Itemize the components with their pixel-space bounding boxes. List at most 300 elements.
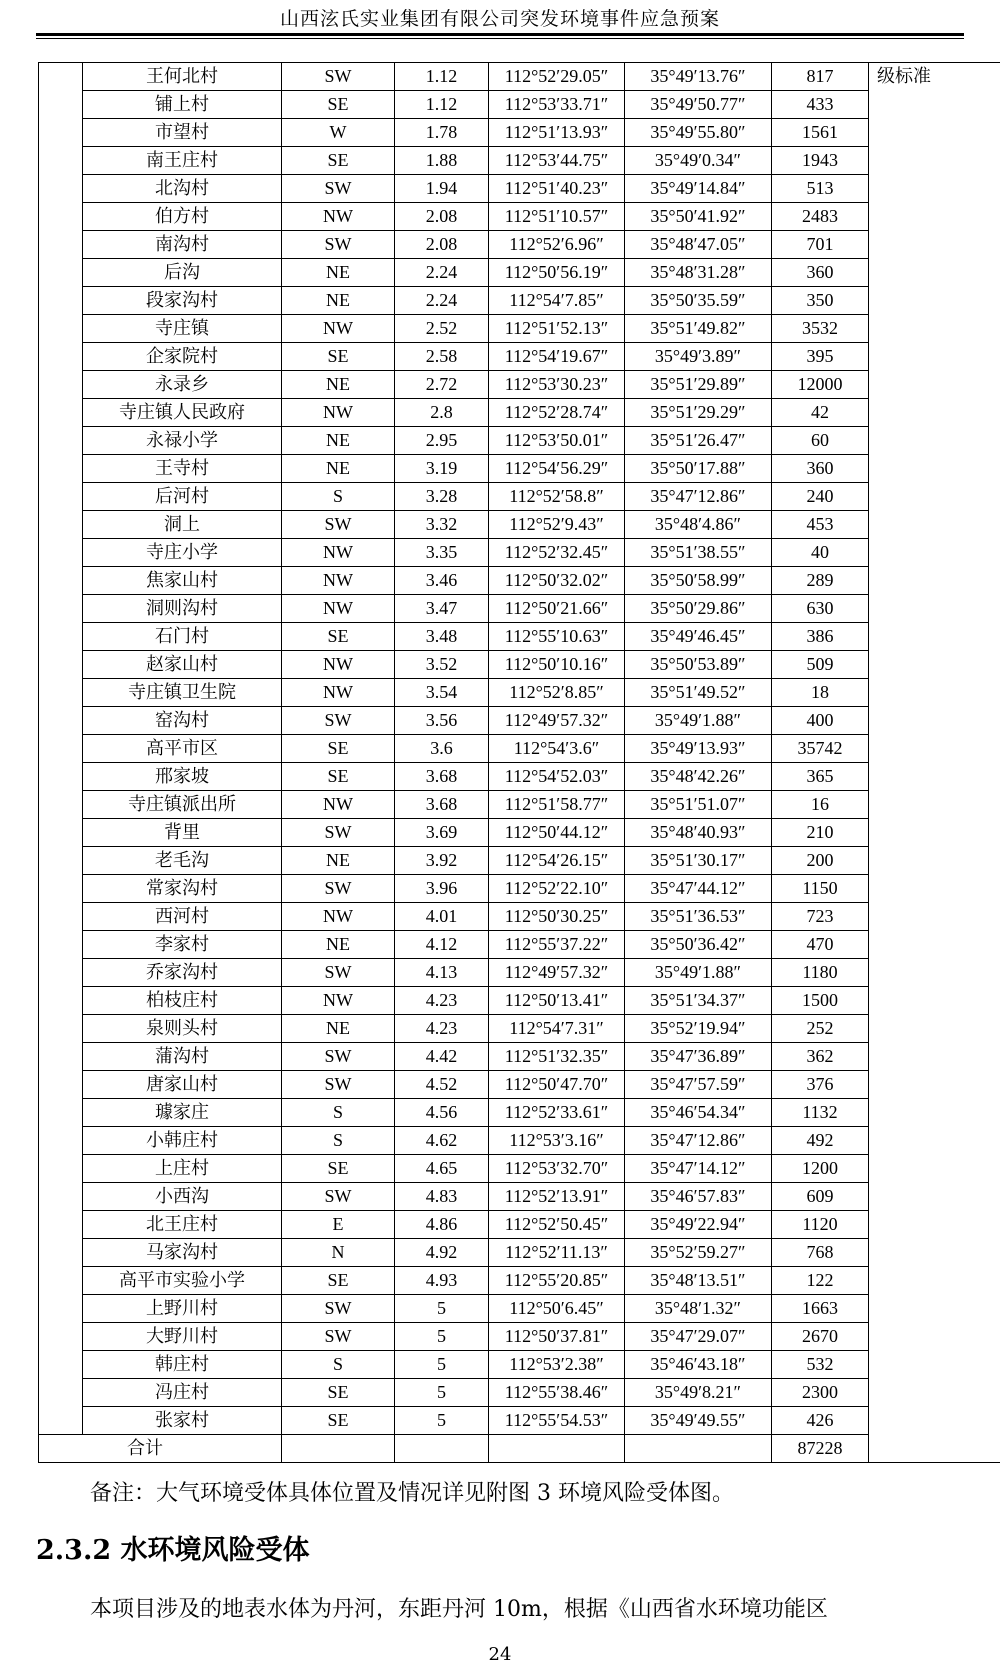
table-cell: 王寺村 [83,455,282,483]
table-cell: 112°52′28.74″ [489,399,625,427]
table-cell: 市望村 [83,119,282,147]
table-cell: 3.32 [395,511,489,539]
table-cell: W [282,119,395,147]
table-cell: 200 [772,847,869,875]
table-cell: 3.92 [395,847,489,875]
table-cell: 4.86 [395,1211,489,1239]
table-cell: SE [282,1407,395,1435]
table-cell: 112°51′32.35″ [489,1043,625,1071]
table-cell: NW [282,651,395,679]
table-cell: SW [282,63,395,91]
table-cell: 112°50′21.66″ [489,595,625,623]
table-cell: 3.69 [395,819,489,847]
table-cell: 35°50′36.42″ [625,931,772,959]
table-cell: 35°47′57.59″ [625,1071,772,1099]
table-cell: SE [282,1155,395,1183]
body-paragraph: 本项目涉及的地表水体为丹河，东距丹河 10m，根据《山西省水环境功能区 [90,1597,828,1622]
table-cell: 西河村 [83,903,282,931]
table-cell: 35°51′30.17″ [625,847,772,875]
table-cell: 冯庄村 [83,1379,282,1407]
table-row [39,483,1000,511]
table-cell: N [282,1239,395,1267]
table-cell: 4.13 [395,959,489,987]
table-cell: 1.12 [395,91,489,119]
table-cell: 723 [772,903,869,931]
table-cell: 433 [772,91,869,119]
table-cell: 112°52′11.13″ [489,1239,625,1267]
table-cell: 3.68 [395,791,489,819]
table-cell: NE [282,931,395,959]
table-cell: 4.65 [395,1155,489,1183]
table-cell: 35°49′13.93″ [625,735,772,763]
table-row [39,1183,1000,1211]
table-cell: NW [282,987,395,1015]
table-cell: 李家村 [83,931,282,959]
category-cell [39,63,83,1435]
table-cell: 3.48 [395,623,489,651]
table-cell: SE [282,1267,395,1295]
table-row [39,175,1000,203]
table-cell: 寺庄镇人民政府 [83,399,282,427]
table-cell: 35°51′34.37″ [625,987,772,1015]
table-cell: 4.42 [395,1043,489,1071]
table-cell: 35°52′19.94″ [625,1015,772,1043]
table-cell: 35°49′13.76″ [625,63,772,91]
table-row [39,1267,1000,1295]
table-cell: 112°50′32.02″ [489,567,625,595]
table-cell: 窑沟村 [83,707,282,735]
table-cell: 赵家山村 [83,651,282,679]
table-cell: 2.72 [395,371,489,399]
table-cell: 寺庄镇卫生院 [83,679,282,707]
table-cell: 乔家沟村 [83,959,282,987]
table-cell: 3.68 [395,763,489,791]
table-cell: SW [282,1043,395,1071]
table-cell: 后河村 [83,483,282,511]
table-cell: 4.23 [395,1015,489,1043]
table-cell: SW [282,511,395,539]
table-cell: 北王庄村 [83,1211,282,1239]
table-cell: 386 [772,623,869,651]
table-cell: 2.08 [395,203,489,231]
table-row [39,1155,1000,1183]
table-cell: 112°55′37.22″ [489,931,625,959]
table-cell: 寺庄镇 [83,315,282,343]
table-cell: 2670 [772,1323,869,1351]
table-cell: 112°54′7.31″ [489,1015,625,1043]
table-cell: 112°52′58.8″ [489,483,625,511]
table-cell: 永禄小学 [83,427,282,455]
table-cell: 1943 [772,147,869,175]
table-cell: 35°49′49.55″ [625,1407,772,1435]
table-cell: 韩庄村 [83,1351,282,1379]
table-cell: 3.56 [395,707,489,735]
table-cell: 609 [772,1183,869,1211]
table-cell: 492 [772,1127,869,1155]
table-cell: NE [282,455,395,483]
table-cell: 35°49′1.88″ [625,959,772,987]
table-cell: 35°49′46.45″ [625,623,772,651]
table-cell: 2300 [772,1379,869,1407]
table-cell: 35°49′50.77″ [625,91,772,119]
table-cell: 112°52′13.91″ [489,1183,625,1211]
table-cell: 289 [772,567,869,595]
table-cell: 112°54′7.85″ [489,287,625,315]
table-cell: 112°50′47.70″ [489,1071,625,1099]
table-cell: 112°54′19.67″ [489,343,625,371]
empty-cell [395,1435,489,1463]
table-cell: 张家村 [83,1407,282,1435]
table-cell: S [282,1351,395,1379]
table-row [39,819,1000,847]
table-cell: S [282,1127,395,1155]
table-cell: NE [282,1015,395,1043]
table-row [39,119,1000,147]
table-cell: 360 [772,259,869,287]
table-cell: S [282,1099,395,1127]
header-rule-thick [36,33,964,36]
table-cell: 5 [395,1407,489,1435]
table-cell: 南沟村 [83,231,282,259]
table-row [39,1379,1000,1407]
table-cell: 4.01 [395,903,489,931]
table-cell: 426 [772,1407,869,1435]
table-cell: 1561 [772,119,869,147]
table-cell: 小韩庄村 [83,1127,282,1155]
table-row [39,1015,1000,1043]
table-cell: 石门村 [83,623,282,651]
table-cell: SW [282,1295,395,1323]
table-cell: 洞则沟村 [83,595,282,623]
table-cell: 5 [395,1379,489,1407]
table-cell: 35°49′22.94″ [625,1211,772,1239]
table-cell: 35°48′4.86″ [625,511,772,539]
table-cell: 35°48′31.28″ [625,259,772,287]
table-cell: 112°53′3.16″ [489,1127,625,1155]
table-cell: NW [282,399,395,427]
table-cell: 112°50′37.81″ [489,1323,625,1351]
table-cell: 4.93 [395,1267,489,1295]
table-row [39,287,1000,315]
table-cell: 112°54′26.15″ [489,847,625,875]
table-cell: 35°51′49.82″ [625,315,772,343]
table-cell: 112°55′20.85″ [489,1267,625,1295]
table-cell: 3.54 [395,679,489,707]
table-cell: 112°52′6.96″ [489,231,625,259]
table-cell: 2.95 [395,427,489,455]
table-cell: SW [282,1323,395,1351]
table-cell: 400 [772,707,869,735]
table-cell: 洞上 [83,511,282,539]
table-cell: 4.62 [395,1127,489,1155]
table-cell: 240 [772,483,869,511]
table-cell: 112°52′9.43″ [489,511,625,539]
table-row [39,1043,1000,1071]
table-cell: 2483 [772,203,869,231]
table-row [39,763,1000,791]
table-row [39,1407,1000,1435]
table-cell: 1663 [772,1295,869,1323]
table-cell: SE [282,735,395,763]
table-cell: 470 [772,931,869,959]
empty-cell [489,1435,625,1463]
table-cell: 35°50′17.88″ [625,455,772,483]
table-cell: 630 [772,595,869,623]
table-cell: 35°49′1.88″ [625,707,772,735]
table-cell: 1.12 [395,63,489,91]
table-cell: NE [282,259,395,287]
table-cell: 3.46 [395,567,489,595]
table-cell: 1500 [772,987,869,1015]
table-cell: 35°50′35.59″ [625,287,772,315]
table-cell: 1.78 [395,119,489,147]
table-cell: 112°49′57.32″ [489,707,625,735]
table-cell: SW [282,959,395,987]
table-cell: 1132 [772,1099,869,1127]
table-cell: 3.19 [395,455,489,483]
table-row [39,735,1000,763]
table-cell: 5 [395,1351,489,1379]
table-cell: 35°48′42.26″ [625,763,772,791]
table-cell: SE [282,343,395,371]
table-cell: 高平市区 [83,735,282,763]
table-cell: 2.24 [395,259,489,287]
table-cell: 112°52′22.10″ [489,875,625,903]
table-cell: 1.94 [395,175,489,203]
table-cell: S [282,483,395,511]
table-cell: 112°54′56.29″ [489,455,625,483]
table-cell: 112°49′57.32″ [489,959,625,987]
table-cell: 35°49′55.80″ [625,119,772,147]
table-cell: 112°53′44.75″ [489,147,625,175]
table-cell: 35°49′0.34″ [625,147,772,175]
table-cell: 40 [772,539,869,567]
table-cell: 35°51′26.47″ [625,427,772,455]
table-cell: SE [282,91,395,119]
table-cell: 泉则头村 [83,1015,282,1043]
table-cell: 焦家山村 [83,567,282,595]
table-cell: 35°51′29.29″ [625,399,772,427]
table-cell: NW [282,595,395,623]
table-row [39,875,1000,903]
table-cell: 35°51′38.55″ [625,539,772,567]
table-cell: 35°47′14.12″ [625,1155,772,1183]
table-cell: 35°47′12.86″ [625,483,772,511]
table-cell: 395 [772,343,869,371]
table-cell: 18 [772,679,869,707]
table-cell: 35°51′51.07″ [625,791,772,819]
table-cell: 上庄村 [83,1155,282,1183]
table-row [39,567,1000,595]
table-cell: 伯方村 [83,203,282,231]
table-cell: 4.92 [395,1239,489,1267]
table-cell: 112°51′40.23″ [489,175,625,203]
table-row [39,1239,1000,1267]
table-row [39,511,1000,539]
table-row [39,847,1000,875]
table-row [39,931,1000,959]
table-cell: 老毛沟 [83,847,282,875]
table-cell: 35°52′59.27″ [625,1239,772,1267]
table-cell: 35°46′43.18″ [625,1351,772,1379]
table-cell: 4.52 [395,1071,489,1099]
table-cell: 112°50′6.45″ [489,1295,625,1323]
table-cell: 453 [772,511,869,539]
table-cell: 112°52′29.05″ [489,63,625,91]
table-cell: 璩家庄 [83,1099,282,1127]
table-cell: 112°55′10.63″ [489,623,625,651]
table-cell: 企家院村 [83,343,282,371]
table-cell: 后沟 [83,259,282,287]
table-cell: 3.28 [395,483,489,511]
table-cell: 35742 [772,735,869,763]
table-cell: 112°50′30.25″ [489,903,625,931]
table-cell: 4.23 [395,987,489,1015]
table-cell: SE [282,763,395,791]
page-number: 24 [488,1644,512,1665]
table-cell: 2.8 [395,399,489,427]
table-cell: NW [282,203,395,231]
table-cell: 112°55′38.46″ [489,1379,625,1407]
table-cell: 509 [772,651,869,679]
table-cell: 112°52′50.45″ [489,1211,625,1239]
table-cell: 2.52 [395,315,489,343]
table-cell: 35°50′53.89″ [625,651,772,679]
table-row [39,1099,1000,1127]
table-cell: 360 [772,455,869,483]
table-cell: 12000 [772,371,869,399]
table-row [39,259,1000,287]
table-cell: 5 [395,1323,489,1351]
table-row [39,1071,1000,1099]
table-cell: 3.35 [395,539,489,567]
table-cell: 112°51′52.13″ [489,315,625,343]
table-cell: 常家沟村 [83,875,282,903]
table-cell: 35°48′1.32″ [625,1295,772,1323]
table-row [39,595,1000,623]
table-cell: 376 [772,1071,869,1099]
table-cell: 365 [772,763,869,791]
table-row [39,987,1000,1015]
table-cell: 2.08 [395,231,489,259]
table-cell: NW [282,903,395,931]
table-cell: 35°50′58.99″ [625,567,772,595]
table-cell: 3.52 [395,651,489,679]
table-cell: 邢家坡 [83,763,282,791]
table-cell: 35°51′29.89″ [625,371,772,399]
table-cell: 3.96 [395,875,489,903]
table-cell: 112°53′32.70″ [489,1155,625,1183]
table-cell: 4.83 [395,1183,489,1211]
table-cell: SE [282,147,395,175]
table-cell: 112°50′44.12″ [489,819,625,847]
header-rule-thin [36,38,964,39]
table-cell: 112°50′13.41″ [489,987,625,1015]
table-row [39,231,1000,259]
table-cell: E [282,1211,395,1239]
table-cell: NE [282,287,395,315]
table-cell: 35°49′8.21″ [625,1379,772,1407]
table-cell: 35°50′29.86″ [625,595,772,623]
table-cell: 3532 [772,315,869,343]
table-cell: 唐家山村 [83,1071,282,1099]
table-cell: 112°55′54.53″ [489,1407,625,1435]
table-cell: 永录乡 [83,371,282,399]
table-cell: 柏枝庄村 [83,987,282,1015]
table-row [39,679,1000,707]
empty-cell [282,1435,395,1463]
table-cell: SW [282,175,395,203]
table-row [39,455,1000,483]
table-cell: 4.12 [395,931,489,959]
table-cell: 35°46′57.83″ [625,1183,772,1211]
table-cell: 35°47′44.12″ [625,875,772,903]
table-row [39,651,1000,679]
table-cell: 1180 [772,959,869,987]
table-row [39,371,1000,399]
table-cell: 112°53′30.23″ [489,371,625,399]
table-cell: 南王庄村 [83,147,282,175]
table-cell: NE [282,427,395,455]
table-cell: NW [282,315,395,343]
table-cell: 35°47′12.86″ [625,1127,772,1155]
section-heading: 2.3.2 水环境风险受体 [36,1535,310,1566]
table-row [39,1211,1000,1239]
table-cell: 112°51′10.57″ [489,203,625,231]
table-cell: SE [282,1379,395,1407]
table-note: 备注：大气环境受体具体位置及情况详见附图 3 环境风险受体图。 [90,1481,734,1506]
table-cell: 大野川村 [83,1323,282,1351]
table-cell: NE [282,847,395,875]
table-cell: 35°49′3.89″ [625,343,772,371]
table-cell: NW [282,567,395,595]
table-cell: 210 [772,819,869,847]
table-cell: 段家沟村 [83,287,282,315]
table-cell: SW [282,819,395,847]
table-cell: 1.88 [395,147,489,175]
table-cell: SW [282,1183,395,1211]
table-cell: 60 [772,427,869,455]
table-cell: 252 [772,1015,869,1043]
table-cell: 112°50′56.19″ [489,259,625,287]
table-row [39,91,1000,119]
table-cell: 817 [772,63,869,91]
table-cell: 42 [772,399,869,427]
table-row [39,707,1000,735]
table-cell: 112°53′33.71″ [489,91,625,119]
table-cell: 701 [772,231,869,259]
table-cell: 4.56 [395,1099,489,1127]
table-row [39,903,1000,931]
table-cell: NW [282,791,395,819]
table-cell: 高平市实验小学 [83,1267,282,1295]
table-cell: SW [282,707,395,735]
table-row [39,427,1000,455]
table-cell: 2.58 [395,343,489,371]
table-row [39,791,1000,819]
table-cell: NE [282,371,395,399]
table-cell: SW [282,1071,395,1099]
total-row [39,1435,1000,1463]
table-cell: 532 [772,1351,869,1379]
table-cell: 上野川村 [83,1295,282,1323]
total-label: 合计 [39,1435,282,1463]
table-cell: 112°51′13.93″ [489,119,625,147]
table-cell: 寺庄小学 [83,539,282,567]
table-row [39,539,1000,567]
table-cell: 35°47′36.89″ [625,1043,772,1071]
table-row [39,203,1000,231]
